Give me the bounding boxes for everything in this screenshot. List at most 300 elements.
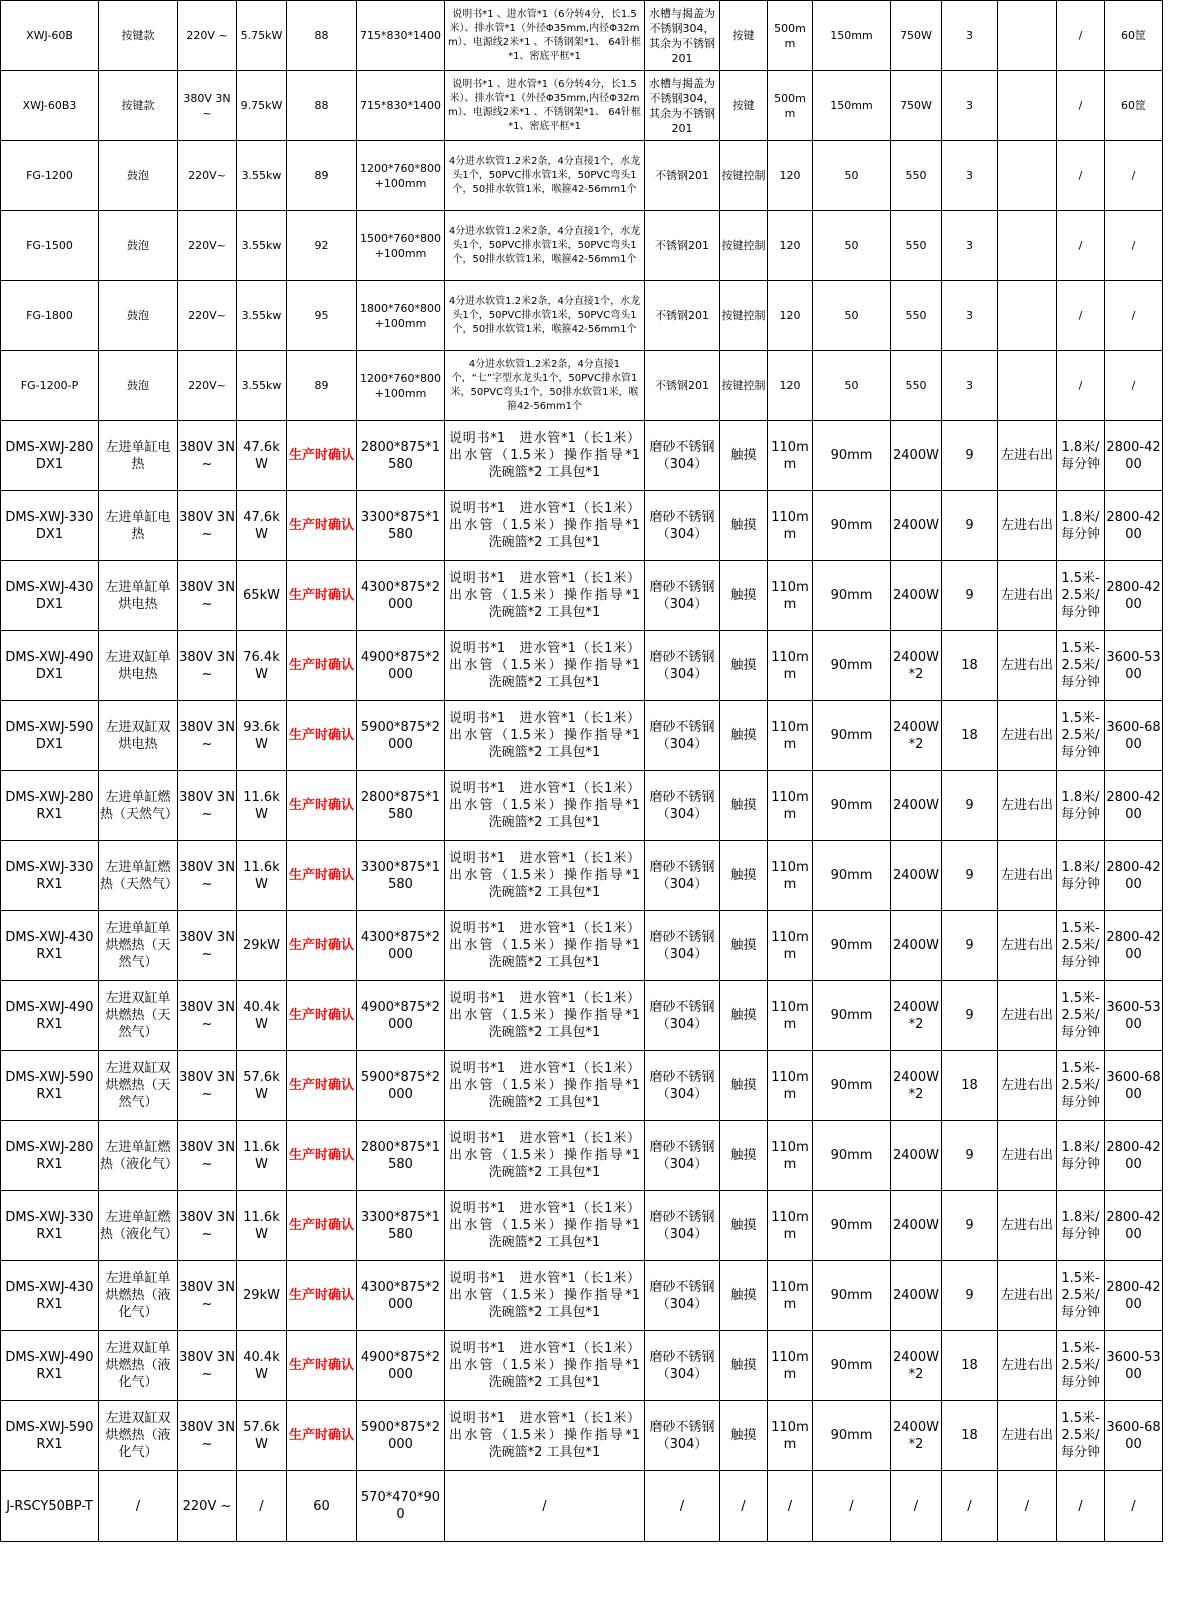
heater-cell: / [891, 1471, 942, 1542]
tank-cell: 3 [942, 351, 998, 421]
dimension-cell: 715*830*1400 [357, 1, 445, 71]
heater-cell: 2400W [891, 1191, 942, 1261]
spacing-cell: / [813, 1471, 891, 1542]
voltage-cell: 380V 3N ~ [178, 1121, 237, 1191]
control-cell: 触摸 [720, 1261, 768, 1331]
control-cell: 按键控制 [720, 281, 768, 351]
tank-cell: 9 [942, 911, 998, 981]
control-cell: 触摸 [720, 561, 768, 631]
table-row [1, 561, 1163, 631]
height-cell: 110mm [768, 771, 813, 841]
spacing-cell: 90mm [813, 841, 891, 911]
material-cell: 磨砂不锈钢（304） [645, 1331, 720, 1401]
type-cell: 左进单缸单烘燃热（天然气） [99, 911, 178, 981]
model-cell: DMS-XWJ-330RX1 [1, 1191, 99, 1261]
control-cell: 触摸 [720, 911, 768, 981]
power-cell: 11.6kW [237, 841, 287, 911]
capacity-cell: 89 [287, 351, 357, 421]
control-cell: 按键控制 [720, 141, 768, 211]
power-cell: 57.6kW [237, 1051, 287, 1121]
type-cell: / [99, 1471, 178, 1542]
dimension-cell: 4300*875*2000 [357, 561, 445, 631]
table-row [1, 421, 1163, 491]
model-cell: XWJ-60B [1, 1, 99, 71]
spacing-cell: 50 [813, 211, 891, 281]
spacing-cell: 90mm [813, 1121, 891, 1191]
tank-cell: 18 [942, 1331, 998, 1401]
dimension-cell: 2800*875*1580 [357, 421, 445, 491]
direction-cell [998, 71, 1057, 141]
spacing-cell: 50 [813, 351, 891, 421]
accessories-cell: 说明书*1 进水管*1（长1米）出水管（1.5米）操作指导*1 洗碗篮*2 工具包*1 [445, 491, 645, 561]
table-row [1, 701, 1163, 771]
voltage-cell: 380V 3N ~ [178, 631, 237, 701]
height-cell: 110mm [768, 491, 813, 561]
output-cell: 3600-5300 [1105, 631, 1163, 701]
accessories-cell: 说明书*1 进水管*1（长1米）出水管（1.5米）操作指导*1 洗碗篮*2 工具包*1 [445, 1051, 645, 1121]
speed-cell: 1.8米/每分钟 [1057, 1121, 1105, 1191]
output-cell: / [1105, 211, 1163, 281]
direction-cell: 左进右出 [998, 421, 1057, 491]
type-cell: 左进单缸电热 [99, 421, 178, 491]
material-cell: 磨砂不锈钢（304） [645, 1051, 720, 1121]
height-cell: 110mm [768, 841, 813, 911]
spacing-cell: 90mm [813, 421, 891, 491]
control-cell: 触摸 [720, 631, 768, 701]
dimension-cell: 4900*875*2000 [357, 981, 445, 1051]
direction-cell: 左进右出 [998, 771, 1057, 841]
height-cell: 120 [768, 211, 813, 281]
table-row [1, 71, 1163, 141]
voltage-cell: 380V 3N ~ [178, 701, 237, 771]
direction-cell [998, 281, 1057, 351]
capacity-cell: 生产时确认 [287, 491, 357, 561]
output-cell: 3600-5300 [1105, 981, 1163, 1051]
spacing-cell: 50 [813, 141, 891, 211]
heater-cell: 2400W [891, 421, 942, 491]
tank-cell: 18 [942, 1401, 998, 1471]
power-cell: 47.6kW [237, 421, 287, 491]
capacity-cell: 95 [287, 281, 357, 351]
accessories-cell: 4分进水软管1.2米2条，4分直接1个，“七”字型水龙头1个，50PVC排水管1米，50PVC弯头1个，50排水软管1米，喉箍42-56mm1个 [445, 351, 645, 421]
type-cell: 左进单缸燃热（天然气） [99, 841, 178, 911]
tank-cell: 3 [942, 141, 998, 211]
voltage-cell: 220V~ [178, 141, 237, 211]
capacity-cell: 生产时确认 [287, 1331, 357, 1401]
dimension-cell: 715*830*1400 [357, 71, 445, 141]
dimension-cell: 1200*760*800+100mm [357, 141, 445, 211]
voltage-cell: 380V 3N ~ [178, 561, 237, 631]
material-cell: 不锈钢201 [645, 281, 720, 351]
capacity-cell: 生产时确认 [287, 631, 357, 701]
speed-cell: / [1057, 1, 1105, 71]
control-cell: 按键 [720, 1, 768, 71]
type-cell: 鼓泡 [99, 141, 178, 211]
spacing-cell: 150mm [813, 71, 891, 141]
model-cell: DMS-XWJ-490RX1 [1, 981, 99, 1051]
direction-cell: 左进右出 [998, 1051, 1057, 1121]
direction-cell: 左进右出 [998, 1331, 1057, 1401]
dimension-cell: 4900*875*2000 [357, 1331, 445, 1401]
voltage-cell: 380V 3N ~ [178, 841, 237, 911]
heater-cell: 2400W*2 [891, 1401, 942, 1471]
material-cell: 磨砂不锈钢（304） [645, 631, 720, 701]
speed-cell: / [1057, 1471, 1105, 1542]
material-cell: 磨砂不锈钢（304） [645, 421, 720, 491]
power-cell: 57.6kW [237, 1401, 287, 1471]
height-cell: 110mm [768, 1401, 813, 1471]
direction-cell: 左进右出 [998, 631, 1057, 701]
material-cell: 磨砂不锈钢（304） [645, 771, 720, 841]
tank-cell: 9 [942, 561, 998, 631]
type-cell: 左进单缸燃热（天然气） [99, 771, 178, 841]
power-cell: 11.6kW [237, 1191, 287, 1261]
direction-cell: 左进右出 [998, 1191, 1057, 1261]
speed-cell: 1.8米/每分钟 [1057, 421, 1105, 491]
model-cell: FG-1500 [1, 211, 99, 281]
heater-cell: 550 [891, 351, 942, 421]
model-cell: DMS-XWJ-280DX1 [1, 421, 99, 491]
voltage-cell: 380V 3N ~ [178, 981, 237, 1051]
height-cell: 120 [768, 281, 813, 351]
heater-cell: 2400W*2 [891, 631, 942, 701]
table-body [1, 1, 1163, 1542]
tank-cell: 9 [942, 1121, 998, 1191]
model-cell: FG-1200-P [1, 351, 99, 421]
table-row [1, 631, 1163, 701]
voltage-cell: 380V 3N ~ [178, 491, 237, 561]
output-cell: / [1105, 1471, 1163, 1542]
output-cell: 2800-4200 [1105, 491, 1163, 561]
capacity-cell: 生产时确认 [287, 1261, 357, 1331]
capacity-cell: 60 [287, 1471, 357, 1542]
control-cell: 触摸 [720, 771, 768, 841]
direction-cell: 左进右出 [998, 491, 1057, 561]
speed-cell: 1.8米/每分钟 [1057, 491, 1105, 561]
accessories-cell: 4分进水软管1.2米2条，4分直接1个，水龙头1个，50PVC排水管1米，50PVC弯头1个，50排水软管1米，喉箍42-56mm1个 [445, 211, 645, 281]
capacity-cell: 生产时确认 [287, 1191, 357, 1261]
power-cell: 5.75kW [237, 1, 287, 71]
material-cell: 磨砂不锈钢（304） [645, 1261, 720, 1331]
spacing-cell: 90mm [813, 1191, 891, 1261]
power-cell: 3.55kw [237, 281, 287, 351]
output-cell: 60筐 [1105, 1, 1163, 71]
control-cell: 按键 [720, 71, 768, 141]
accessories-cell: 说明书*1 进水管*1（长1米）出水管（1.5米）操作指导*1 洗碗篮*2 工具包*1 [445, 981, 645, 1051]
height-cell: 500mm [768, 71, 813, 141]
type-cell: 鼓泡 [99, 281, 178, 351]
model-cell: DMS-XWJ-280RX1 [1, 1121, 99, 1191]
tank-cell: 9 [942, 981, 998, 1051]
table-row [1, 1401, 1163, 1471]
voltage-cell: 220V~ [178, 351, 237, 421]
speed-cell: 1.5米-2.5米/每分钟 [1057, 701, 1105, 771]
type-cell: 左进单缸燃热（液化气） [99, 1191, 178, 1261]
capacity-cell: 生产时确认 [287, 981, 357, 1051]
material-cell: 磨砂不锈钢（304） [645, 981, 720, 1051]
tank-cell: 9 [942, 771, 998, 841]
power-cell: 11.6kW [237, 771, 287, 841]
heater-cell: 2400W [891, 491, 942, 561]
accessories-cell: 说明书*1 、进水管*1（6分转4分，长1.5米）、排水管*1（外径Φ35mm,内径Φ32mm）、电源线2米*1 、不锈钢架*1、 64针框*1、密底平框*1 [445, 1, 645, 71]
tank-cell: / [942, 1471, 998, 1542]
direction-cell: / [998, 1471, 1057, 1542]
type-cell: 左进单缸单烘燃热（液化气） [99, 1261, 178, 1331]
direction-cell [998, 1, 1057, 71]
tank-cell: 18 [942, 631, 998, 701]
capacity-cell: 88 [287, 71, 357, 141]
output-cell: / [1105, 351, 1163, 421]
voltage-cell: 220V ~ [178, 1471, 237, 1542]
heater-cell: 2400W*2 [891, 701, 942, 771]
model-cell: DMS-XWJ-430RX1 [1, 1261, 99, 1331]
height-cell: 120 [768, 141, 813, 211]
tank-cell: 3 [942, 1, 998, 71]
dimension-cell: 3300*875*1580 [357, 1191, 445, 1261]
model-cell: FG-1200 [1, 141, 99, 211]
power-cell: 65kW [237, 561, 287, 631]
height-cell: 110mm [768, 561, 813, 631]
spacing-cell: 150mm [813, 1, 891, 71]
heater-cell: 2400W*2 [891, 1331, 942, 1401]
accessories-cell: 说明书*1 进水管*1（长1米）出水管（1.5米）操作指导*1 洗碗篮*2 工具包*1 [445, 911, 645, 981]
material-cell: 磨砂不锈钢（304） [645, 911, 720, 981]
heater-cell: 2400W [891, 561, 942, 631]
power-cell: 93.6kW [237, 701, 287, 771]
tank-cell: 3 [942, 71, 998, 141]
power-cell: 29kW [237, 911, 287, 981]
direction-cell: 左进右出 [998, 701, 1057, 771]
type-cell: 左进单缸电热 [99, 491, 178, 561]
height-cell: 110mm [768, 631, 813, 701]
accessories-cell: 说明书*1 进水管*1（长1米）出水管（1.5米）操作指导*1 洗碗篮*2 工具包*1 [445, 701, 645, 771]
dimension-cell: 4900*875*2000 [357, 631, 445, 701]
direction-cell: 左进右出 [998, 561, 1057, 631]
direction-cell [998, 211, 1057, 281]
accessories-cell: 说明书*1 进水管*1（长1米）出水管（1.5米）操作指导*1 洗碗篮*2 工具包*1 [445, 1331, 645, 1401]
table-row [1, 841, 1163, 911]
control-cell: 触摸 [720, 421, 768, 491]
model-cell: XWJ-60B3 [1, 71, 99, 141]
dimension-cell: 5900*875*2000 [357, 1051, 445, 1121]
capacity-cell: 生产时确认 [287, 1051, 357, 1121]
spacing-cell: 90mm [813, 771, 891, 841]
power-cell: 3.55kw [237, 211, 287, 281]
accessories-cell: 说明书*1 进水管*1（长1米）出水管（1.5米）操作指导*1 洗碗篮*2 工具包*1 [445, 1191, 645, 1261]
model-cell: DMS-XWJ-430RX1 [1, 911, 99, 981]
power-cell: 76.4kW [237, 631, 287, 701]
model-cell: DMS-XWJ-590RX1 [1, 1401, 99, 1471]
spacing-cell: 90mm [813, 491, 891, 561]
model-cell: DMS-XWJ-490RX1 [1, 1331, 99, 1401]
accessories-cell: 说明书*1 进水管*1（长1米）出水管（1.5米）操作指导*1 洗碗篮*2 工具包*1 [445, 841, 645, 911]
spacing-cell: 90mm [813, 1331, 891, 1401]
capacity-cell: 生产时确认 [287, 841, 357, 911]
speed-cell: 1.5米-2.5米/每分钟 [1057, 1051, 1105, 1121]
spacing-cell: 90mm [813, 911, 891, 981]
output-cell: 2800-4200 [1105, 421, 1163, 491]
type-cell: 左进双缸双烘燃热（天然气） [99, 1051, 178, 1121]
voltage-cell: 380V 3N ~ [178, 1051, 237, 1121]
heater-cell: 550 [891, 281, 942, 351]
material-cell: 水槽与揭盖为不锈钢304，其余为不锈钢201 [645, 71, 720, 141]
dimension-cell: 2800*875*1580 [357, 771, 445, 841]
power-cell: 9.75kW [237, 71, 287, 141]
voltage-cell: 220V ~ [178, 1, 237, 71]
dimension-cell: 5900*875*2000 [357, 701, 445, 771]
type-cell: 按键款 [99, 71, 178, 141]
accessories-cell: / [445, 1471, 645, 1542]
accessories-cell: 说明书*1 进水管*1（长1米）出水管（1.5米）操作指导*1 洗碗篮*2 工具包*1 [445, 561, 645, 631]
tank-cell: 18 [942, 1051, 998, 1121]
heater-cell: 750W [891, 1, 942, 71]
dimension-cell: 2800*875*1580 [357, 1121, 445, 1191]
heater-cell: 2400W [891, 841, 942, 911]
control-cell: 触摸 [720, 491, 768, 561]
dimension-cell: 1200*760*800+100mm [357, 351, 445, 421]
power-cell: 29kW [237, 1261, 287, 1331]
voltage-cell: 380V 3N ~ [178, 911, 237, 981]
heater-cell: 2400W*2 [891, 1051, 942, 1121]
model-cell: DMS-XWJ-280RX1 [1, 771, 99, 841]
material-cell: 水槽与揭盖为不锈钢304，其余为不锈钢201 [645, 1, 720, 71]
tank-cell: 9 [942, 421, 998, 491]
control-cell: 触摸 [720, 1121, 768, 1191]
voltage-cell: 380V 3N ~ [178, 421, 237, 491]
output-cell: / [1105, 281, 1163, 351]
tank-cell: 3 [942, 211, 998, 281]
accessories-cell: 4分进水软管1.2米2条，4分直接1个，水龙头1个，50PVC排水管1米，50PVC弯头1个，50排水软管1米，喉箍42-56mm1个 [445, 281, 645, 351]
table-row [1, 981, 1163, 1051]
accessories-cell: 说明书*1 进水管*1（长1米）出水管（1.5米）操作指导*1 洗碗篮*2 工具包*1 [445, 1261, 645, 1331]
height-cell: 110mm [768, 981, 813, 1051]
table-row [1, 1191, 1163, 1261]
capacity-cell: 生产时确认 [287, 1121, 357, 1191]
voltage-cell: 220V~ [178, 211, 237, 281]
height-cell: / [768, 1471, 813, 1542]
material-cell: 磨砂不锈钢（304） [645, 561, 720, 631]
capacity-cell: 92 [287, 211, 357, 281]
model-cell: DMS-XWJ-490DX1 [1, 631, 99, 701]
accessories-cell: 说明书*1 进水管*1（长1米）出水管（1.5米）操作指导*1 洗碗篮*2 工具包*1 [445, 1121, 645, 1191]
table-row [1, 491, 1163, 561]
table-row [1, 1471, 1163, 1542]
control-cell: 触摸 [720, 1051, 768, 1121]
tank-cell: 9 [942, 1261, 998, 1331]
control-cell: 触摸 [720, 1191, 768, 1261]
heater-cell: 550 [891, 211, 942, 281]
speed-cell: / [1057, 351, 1105, 421]
accessories-cell: 说明书*1 、进水管*1（6分转4分，长1.5米）、排水管*1（外径Φ35mm,内径Φ32mm）、电源线2米*1 、不锈钢架*1、 64针框*1、密底平框*1 [445, 71, 645, 141]
dimension-cell: 5900*875*2000 [357, 1401, 445, 1471]
height-cell: 110mm [768, 1191, 813, 1261]
accessories-cell: 4分进水软管1.2米2条，4分直接1个，水龙头1个，50PVC排水管1米，50PVC弯头1个，50排水软管1米，喉箍42-56mm1个 [445, 141, 645, 211]
power-cell: 3.55kw [237, 141, 287, 211]
table-row [1, 911, 1163, 981]
height-cell: 110mm [768, 1331, 813, 1401]
speed-cell: 1.5米-2.5米/每分钟 [1057, 981, 1105, 1051]
height-cell: 110mm [768, 1051, 813, 1121]
speed-cell: 1.8米/每分钟 [1057, 1191, 1105, 1261]
material-cell: 不锈钢201 [645, 211, 720, 281]
material-cell: 磨砂不锈钢（304） [645, 1191, 720, 1261]
type-cell: 左进单缸单烘电热 [99, 561, 178, 631]
direction-cell [998, 351, 1057, 421]
tank-cell: 9 [942, 491, 998, 561]
output-cell: 2800-4200 [1105, 561, 1163, 631]
capacity-cell: 生产时确认 [287, 561, 357, 631]
model-cell: DMS-XWJ-590DX1 [1, 701, 99, 771]
output-cell: 3600-6800 [1105, 1401, 1163, 1471]
table-row [1, 281, 1163, 351]
model-cell: J-RSCY50BP-T [1, 1471, 99, 1542]
output-cell: 2800-4200 [1105, 771, 1163, 841]
speed-cell: 1.5米-2.5米/每分钟 [1057, 1331, 1105, 1401]
model-cell: FG-1800 [1, 281, 99, 351]
voltage-cell: 380V 3N ~ [178, 771, 237, 841]
spacing-cell: 90mm [813, 631, 891, 701]
control-cell: 触摸 [720, 841, 768, 911]
speed-cell: / [1057, 281, 1105, 351]
dimension-cell: 3300*875*1580 [357, 491, 445, 561]
output-cell: 3600-6800 [1105, 1051, 1163, 1121]
output-cell: 2800-4200 [1105, 1261, 1163, 1331]
spacing-cell: 90mm [813, 1401, 891, 1471]
type-cell: 鼓泡 [99, 211, 178, 281]
spacing-cell: 90mm [813, 1261, 891, 1331]
direction-cell: 左进右出 [998, 911, 1057, 981]
model-cell: DMS-XWJ-330DX1 [1, 491, 99, 561]
type-cell: 左进双缸双烘电热 [99, 701, 178, 771]
accessories-cell: 说明书*1 进水管*1（长1米）出水管（1.5米）操作指导*1 洗碗篮*2 工具包*1 [445, 421, 645, 491]
material-cell: 不锈钢201 [645, 141, 720, 211]
accessories-cell: 说明书*1 进水管*1（长1米）出水管（1.5米）操作指导*1 洗碗篮*2 工具包*1 [445, 631, 645, 701]
output-cell: 2800-4200 [1105, 911, 1163, 981]
heater-cell: 2400W [891, 1261, 942, 1331]
material-cell: 磨砂不锈钢（304） [645, 701, 720, 771]
material-cell: 不锈钢201 [645, 351, 720, 421]
type-cell: 左进双缸单烘燃热（液化气） [99, 1331, 178, 1401]
table-row [1, 1121, 1163, 1191]
spacing-cell: 90mm [813, 1051, 891, 1121]
dimension-cell: 1800*760*800+100mm [357, 281, 445, 351]
height-cell: 500mm [768, 1, 813, 71]
model-cell: DMS-XWJ-590RX1 [1, 1051, 99, 1121]
material-cell: 磨砂不锈钢（304） [645, 1121, 720, 1191]
table-row [1, 1261, 1163, 1331]
tank-cell: 9 [942, 1191, 998, 1261]
spacing-cell: 50 [813, 281, 891, 351]
table-row [1, 771, 1163, 841]
output-cell: 3600-5300 [1105, 1331, 1163, 1401]
height-cell: 110mm [768, 421, 813, 491]
direction-cell: 左进右出 [998, 1121, 1057, 1191]
heater-cell: 2400W*2 [891, 981, 942, 1051]
accessories-cell: 说明书*1 进水管*1（长1米）出水管（1.5米）操作指导*1 洗碗篮*2 工具包*1 [445, 1401, 645, 1471]
output-cell: 2800-4200 [1105, 841, 1163, 911]
control-cell: / [720, 1471, 768, 1542]
type-cell: 左进单缸燃热（液化气） [99, 1121, 178, 1191]
heater-cell: 2400W [891, 1121, 942, 1191]
table-row [1, 141, 1163, 211]
direction-cell [998, 141, 1057, 211]
dimension-cell: 1500*760*800+100mm [357, 211, 445, 281]
capacity-cell: 生产时确认 [287, 421, 357, 491]
speed-cell: 1.5米-2.5米/每分钟 [1057, 1261, 1105, 1331]
table-row [1, 1051, 1163, 1121]
height-cell: 120 [768, 351, 813, 421]
control-cell: 触摸 [720, 701, 768, 771]
